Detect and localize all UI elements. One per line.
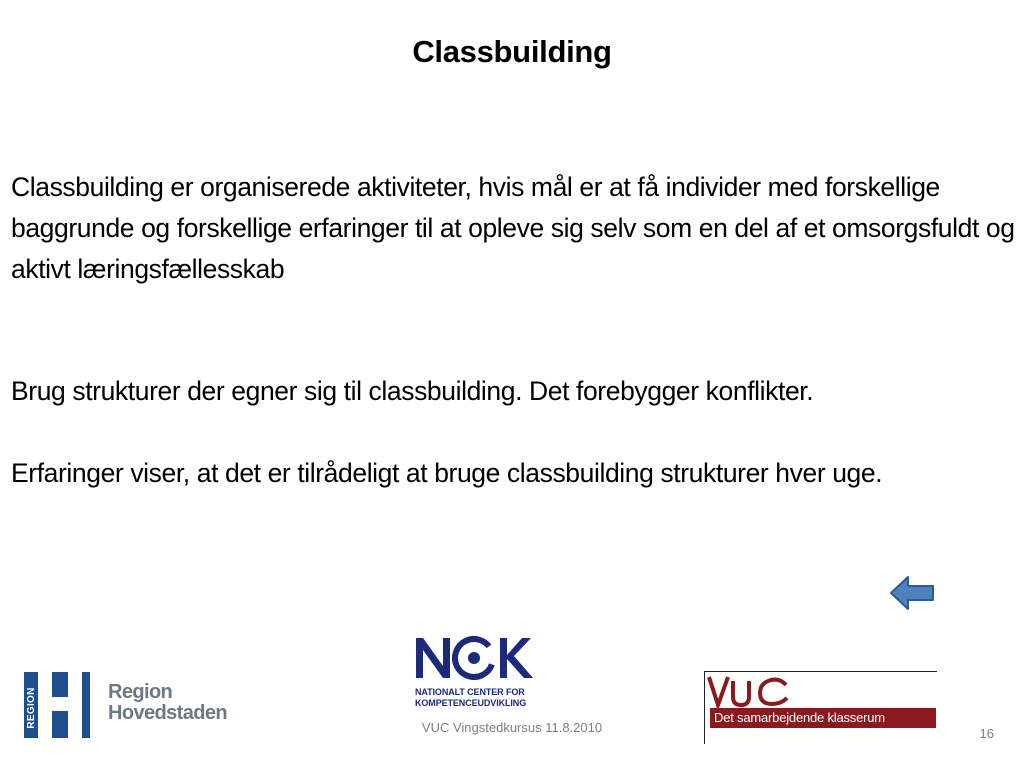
vuc-logo (704, 671, 938, 745)
nck-subtitle (415, 687, 526, 709)
paragraph-structures: Brug strukturer der egner sig til classbuilding. Det forebygger konflikter. (11, 376, 814, 406)
region-name (108, 682, 227, 724)
nck-line2: KOMPETENCEUDVIKLING (415, 698, 527, 708)
paragraph-definition: Classbuilding er organiserede aktiviteter, hvis mål er at få individer med forskellige baggrunde og forskellige erfaringer til at opleve sig selv som en del af et omsorgsfuldt og aktivt læringsfællesskab (11, 172, 1015, 284)
back-button[interactable] (888, 574, 936, 612)
region-line1: Region (108, 681, 173, 703)
vuc-tagline: Det samarbejdende klasserum (710, 708, 936, 728)
region-vertical-label: REGION (26, 687, 37, 729)
page-number: 16 (979, 726, 994, 741)
region-line2: Hovedstaden (108, 702, 227, 724)
nck-logo (412, 634, 542, 716)
nck-line1: NATIONALT CENTER FOR (415, 687, 525, 697)
slide-title: Classbuilding (412, 34, 612, 69)
paragraph-experience: Erfaringer viser, at det er tilrådeligt at bruge classbuilding strukturer hver uge. (11, 458, 883, 488)
footer-text: VUC Vingstedkursus 11.8.2010 (421, 720, 603, 735)
nck-wordmark (412, 634, 536, 680)
vuc-mark (706, 673, 796, 709)
left-arrow-icon (888, 574, 936, 612)
